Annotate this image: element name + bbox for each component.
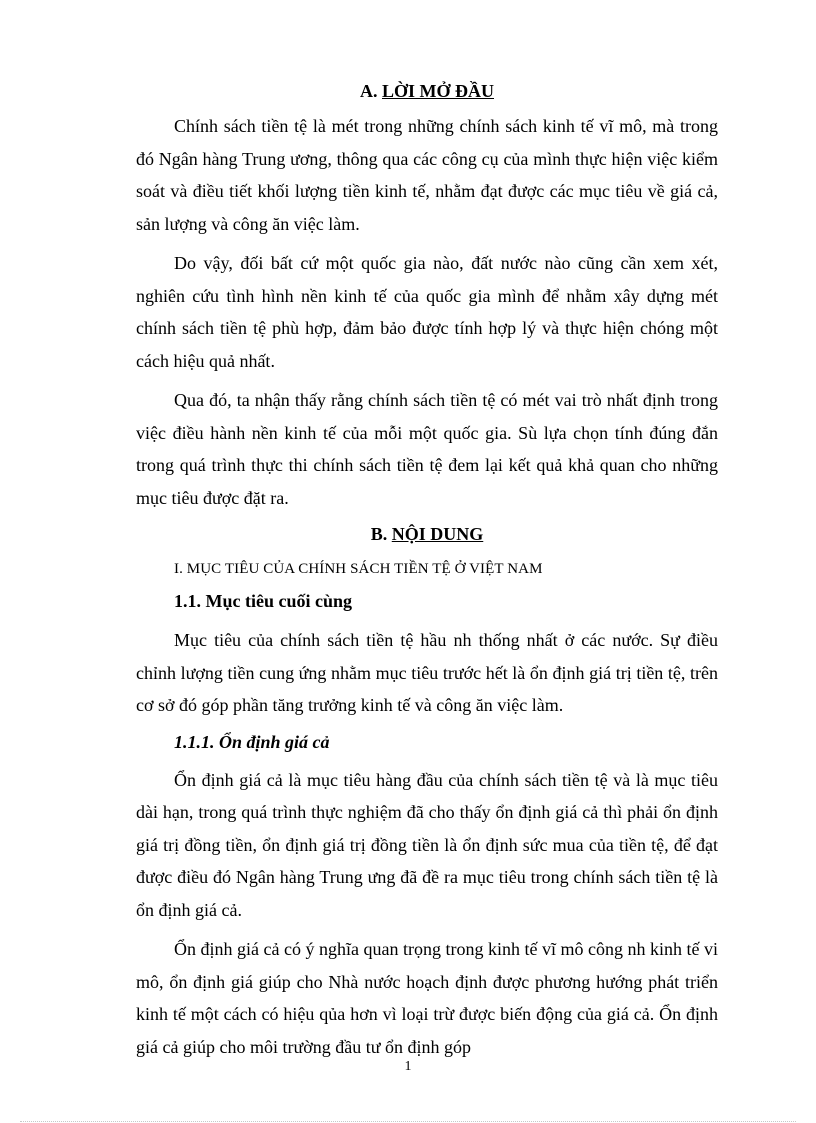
subsubsection-title: 1.1.1. Ổn định giá cả: [174, 731, 330, 752]
heading-content-prefix: B.: [370, 524, 392, 544]
subsection-title: 1.1. Mục tiêu cuối cùng: [174, 591, 352, 611]
heading-intro: [136, 78, 718, 107]
subsection-paragraph: Mục tiêu của chính sách tiền tệ hầu nh thống nhất ở các nước. Sự điều chỉnh lượng tiền cung ứng nhằm mục tiêu trước hết là ổn định giá trị tiền tệ, trên cơ sở đó góp phần tăng trưởng kinh tế và công ăn việc làm.: [136, 630, 718, 715]
page-bottom-rule: [20, 1121, 796, 1122]
intro-paragraph: Do vậy, đối bất cứ một quốc gia nào, đất nước nào cũng cần xem xét, nghiên cứu tình hình nền kinh tế của quốc gia mình để nhằm xây dựng mét chính sách tiền tệ phù hợp, đảm bảo được tính hợp lý và thực hiện chóng một cách hiệu quả nhất.: [136, 253, 718, 371]
heading-content: [136, 521, 718, 550]
intro-paragraph: Chính sách tiền tệ là mét trong những chính sách kinh tế vĩ mô, mà trong đó Ngân hàng Trung ương, thông qua các công cụ của mình thực hiện việc kiểm soát và điều tiết khối lượng tiền kinh tế, nhằm đạt được các mục tiêu về giá cả, sản lượng và công ăn việc làm.: [136, 116, 718, 234]
page-content: [136, 78, 718, 1070]
subsubsection-paragraph: Ổn định giá cả có ý nghĩa quan trọng trong kinh tế vĩ mô công nh kinh tế vi mô, ổn định giá giúp cho Nhà nước hoạch định được phương hướng phát triển kinh tế một cách có hiệu qủa hơn vì loại trừ được biến động của giá cả. Ổn định giá cả giúp cho môi trường đầu tư ổn định góp: [136, 939, 718, 1057]
section-title: I. MỤC TIÊU CỦA CHÍNH SÁCH TIỀN TỆ Ở VIỆT NAM: [174, 561, 543, 577]
heading-intro-prefix: A.: [360, 81, 382, 101]
heading-content-text: NỘI DUNG: [391, 524, 484, 544]
subsubsection-paragraph: Ổn định giá cả là mục tiêu hàng đầu của chính sách tiền tệ và là mục tiêu dài hạn, trong quá trình thực nghiệm đã cho thấy ổn định giá cả thì phải ổn định giá trị đồng tiền, ổn định giá trị đồng tiền là ổn định sức mua của tiền tệ, để đạt được điều đó Ngân hàng Trung ưng đã đề ra mục tiêu trong chính sách tiền tệ là ổn định giá cả.: [136, 769, 718, 920]
heading-intro-text: LỜI MỞ ĐẦU: [382, 81, 494, 101]
intro-paragraph: Qua đó, ta nhận thấy rằng chính sách tiền tệ có mét vai trò nhất định trong việc điều hành nền kinh tế của mỗi một quốc gia. Sù lựa chọn tính đúng đắn trong quá trình thực thi chính sách tiền tệ đem lại kết quả khả quan cho những mục tiêu được đặt ra.: [136, 390, 718, 508]
page-number: 1: [404, 1059, 412, 1074]
